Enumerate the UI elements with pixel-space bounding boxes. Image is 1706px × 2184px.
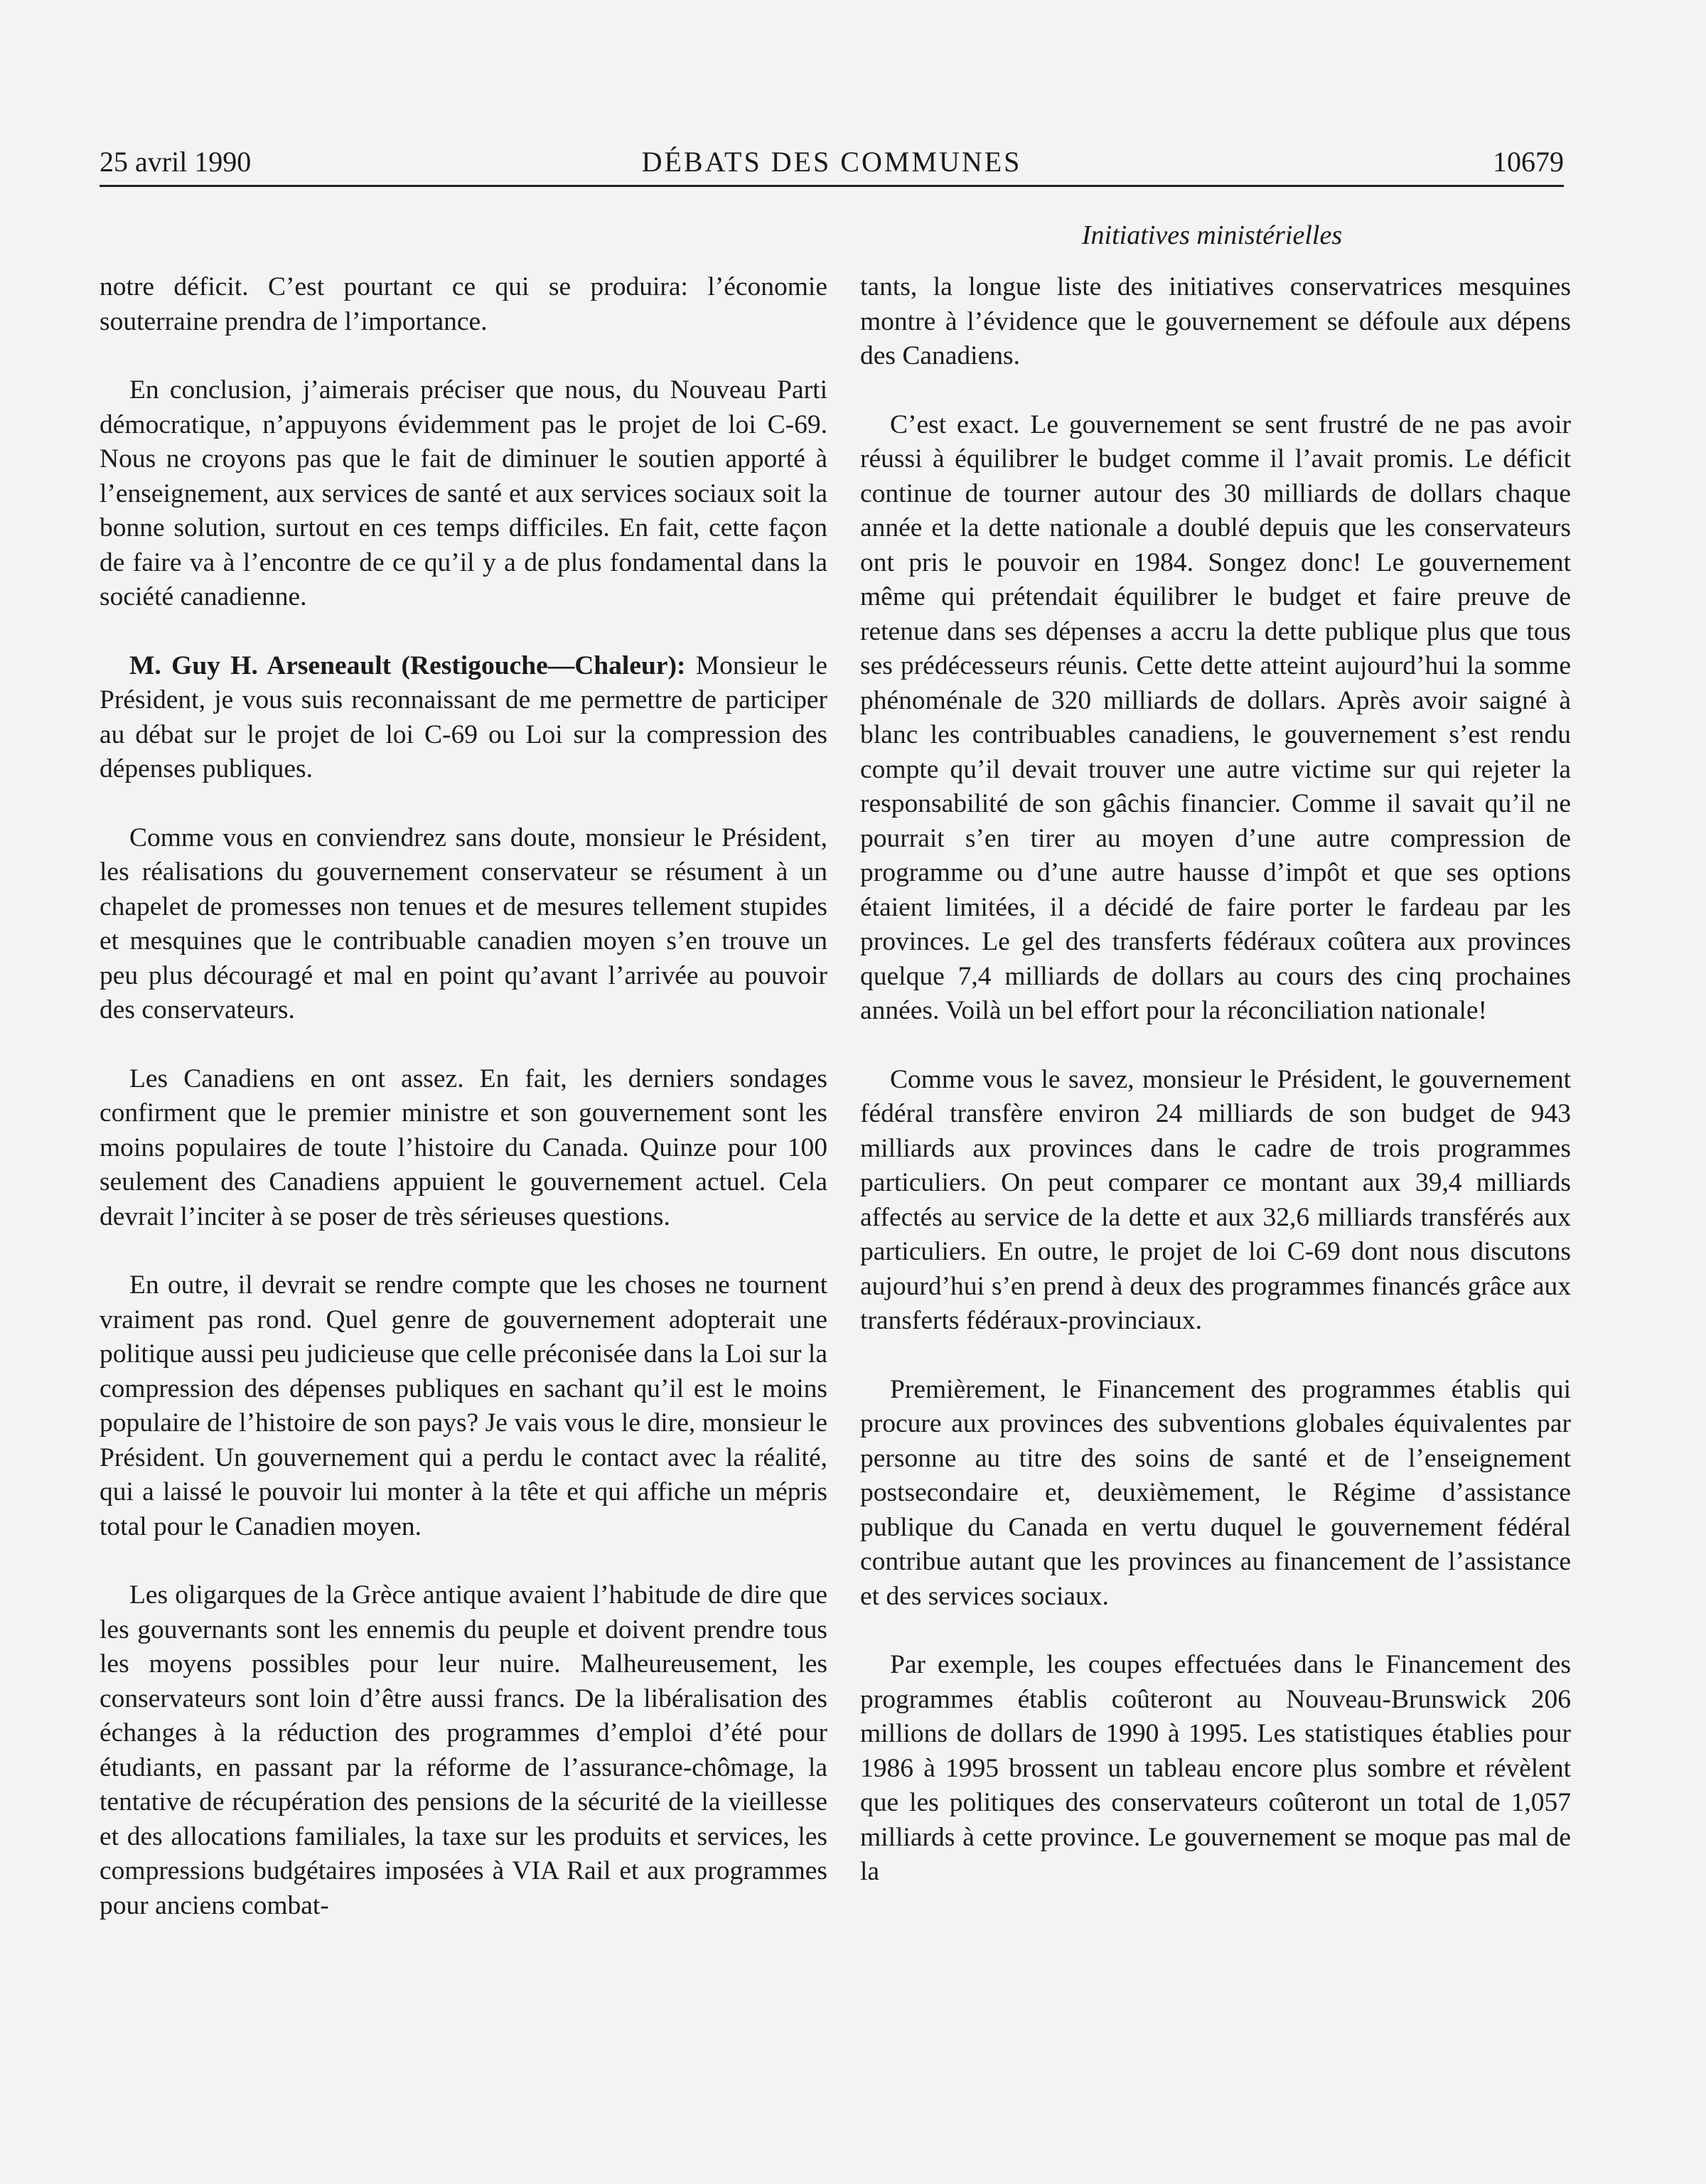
speaker-name: M. Guy H. Arseneault (Restigouche—Chaleur): — [129, 651, 686, 680]
speech-text: Monsieur le Président, je vous suis reconnaissant de me permettre de participer au débat sur le projet de loi C-69 ou Loi sur la compression des dépenses publiques. — [100, 651, 827, 783]
page-number: 10679 — [1493, 146, 1564, 178]
paragraph: notre déficit. C’est pourtant ce qui se produira: l’économie souterraine prendra de l’importance. — [100, 272, 827, 336]
header-date: 25 avril 1990 — [100, 146, 252, 178]
paragraph: C’est exact. Le gouvernement se sent frustré de ne pas avoir réussi à équilibrer le budget comme il l’avait promis. Le déficit continue de tourner autour des 30 milliards de dollars chaque année et la dette nationale a doublé depuis que les conservateurs ont pris le pouvoir en 1984. Songez donc! Le gouvernement même qui prétendait équilibrer le budget et faire preuve de retenue dans ses dépenses a accru la dette publique plus que tous ses prédécesseurs réunis. Cette dette atteint aujourd’hui la somme phénoménale de 320 milliards de dollars. Après avoir saigné à blanc les contribuables canadiens, le gouvernement s’est rendu compte qu’il devait trouver une autre victime sur qui rejeter la responsabilité de son gâchis financier. Comme il savait qu’il ne pourrait s’en tirer au moyen d’une autre compression de programme ou d’une autre hausse d’impôt et que ses options étaient limitées, il a décidé de faire porter le fardeau par les provinces. Le gel des transferts fédéraux coûtera aux provinces quelque 7,4 milliards de dollars au cours des cinq prochaines années. Voilà un bel effort pour la réconciliation nationale! — [860, 410, 1571, 1025]
running-head: Initiatives ministérielles — [1081, 220, 1343, 250]
page-header — [100, 139, 1564, 187]
right-column — [860, 270, 1571, 1924]
paragraph: tants, la longue liste des initiatives conservatrices mesquines montre à l’évidence que le gouvernement se défoule aux dépens des Canadiens. — [860, 272, 1571, 370]
paragraph: En outre, il devrait se rendre compte que les choses ne tournent vraiment pas rond. Quel genre de gouvernement adopterait une politique aussi peu judicieuse que celle préconisée dans la Loi sur la compression des dépenses publiques en sachant qu’il est le moins populaire de l’histoire de son pays? Je vais vous le dire, monsieur le Président. Un gouvernement qui a perdu le contact avec la réalité, qui a laissé le pouvoir lui monter à la tête et qui affiche un mépris total pour le Canadien moyen. — [100, 1270, 827, 1541]
paragraph: En conclusion, j’aimerais préciser que nous, du Nouveau Parti démocratique, n’appuyons évidemment pas le projet de loi C-69. Nous ne croyons pas que le fait de diminuer le soutien apporté à l’enseignement, aux services de santé et aux services sociaux soit la bonne solution, surtout en ces temps difficiles. En fait, cette façon de faire va à l’encontre de ce qu’il y a de plus fondamental dans la société canadienne. — [100, 375, 827, 611]
left-column — [100, 270, 827, 1957]
paragraph: Comme vous le savez, monsieur le Président, le gouvernement fédéral transfère environ 24 milliards de son budget de 943 milliards aux provinces dans le cadre de trois programmes particuliers. On peut comparer ce montant aux 39,4 milliards affectés au service de la dette et aux 32,6 milliards transférés aux particuliers. En outre, le projet de loi C-69 dont nous discutons aujourd’hui s’en prend à deux des programmes financés grâce aux transferts fédéraux-provinciaux. — [860, 1064, 1571, 1335]
paragraph: Par exemple, les coupes effectuées dans le Financement des programmes établis coûteront au Nouveau-Brunswick 206 millions de dollars de 1990 à 1995. Les statistiques établies pour 1986 à 1995 brossent un tableau encore plus sombre et révèlent que les politiques des conservateurs coûteront un total de 1,057 milliards à cette province. Le gouvernement se moque pas mal de la — [860, 1650, 1571, 1886]
paragraph: Premièrement, le Financement des programmes établis qui procure aux provinces des subventions globales équivalentes par personne au titre des soins de santé et de l’enseignement postsecondaire et, deuxièmement, le Régime d’assistance publique du Canada en vertu duquel le gouvernement fédéral contribue autant que les provinces au financement de l’assistance et des services sociaux. — [860, 1374, 1571, 1611]
speaker-paragraph — [100, 649, 827, 787]
publication-title: DÉBATS DES COMMUNES — [641, 146, 1022, 178]
paragraph: Comme vous en conviendrez sans doute, monsieur le Président, les réalisations du gouvernement conservateur se résument à un chapelet de promesses non tenues et de mesures tellement stupides et mesquines que le contribuable canadien moyen s’en trouve un peu plus découragé et mal en point qu’avant l’arrivée au pouvoir des conservateurs. — [100, 823, 827, 1024]
paragraph: Les Canadiens en ont assez. En fait, les derniers sondages confirment que le premier ministre et son gouvernement sont les moins populaires de toute l’histoire du Canada. Quinze pour 100 seulement des Canadiens appuient le gouvernement actuel. Cela devrait l’inciter à se poser de très sérieuses questions. — [100, 1064, 827, 1231]
paragraph: Les oligarques de la Grèce antique avaient l’habitude de dire que les gouvernants sont les ennemis du peuple et doivent prendre tous les moyens possibles pour leur nuire. Malheureusement, les conservateurs sont loin d’être aussi francs. De la libéralisation des échanges à la réduction des programmes d’emploi d’été pour étudiants, en passant par la réforme de l’assurance-chômage, la tentative de récupération des pensions de la sécurité de la vieillesse et des allocations familiales, la taxe sur les produits et services, les compressions budgétaires imposées à VIA Rail et aux programmes pour anciens combat- — [100, 1580, 827, 1920]
